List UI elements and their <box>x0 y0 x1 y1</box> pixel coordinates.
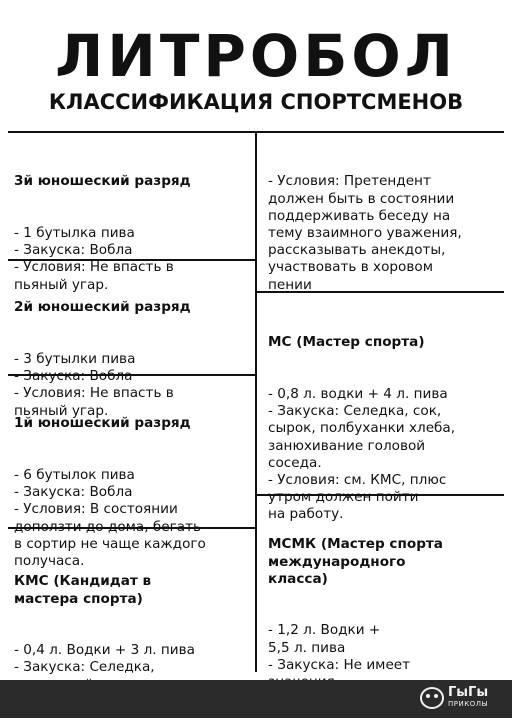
rank-heading: 3й юношеский разряд <box>14 173 191 190</box>
column-divider <box>255 131 257 672</box>
logo-subtitle: ПРИКОЛЫ <box>448 700 489 708</box>
rank-heading: 1й юношеский разряд <box>14 415 191 432</box>
page-subtitle: КЛАССИФИКАЦИЯ СПОРТСМЕНОВ <box>48 90 464 114</box>
rank-details: - 1,2 л. Водки + 5,5 л. пива - Закуска: Не имеет <box>268 622 411 673</box>
rank-details: - 0,4 л. Водки + 3 л. пива - Закуска: Селедка, <box>14 642 195 676</box>
rank-details: - 3 бутылки пива - Закуска: Вобла - Условия: Не впасть в пьяный угар. <box>14 351 174 419</box>
rank-details: - 1 бутылка пива - Закуска: Вобла - Условия: Не впасть в пьяный угар. <box>14 225 174 293</box>
logo-name: ГыГы <box>448 685 489 700</box>
site-logo <box>420 686 504 712</box>
rank-heading: МС (Мастер спорта) <box>268 334 425 351</box>
rank-details: - 6 бутылок пива - Закуска: Вобла - Условия: В состоянии доползти до дома, бегать в сортир не чаще каждого получаса. <box>14 467 206 570</box>
rank-details: - Условия: Претендент должен быть в состоянии поддерживать беседу на тему взаимного уважения, рассказывать анекдоты, участвовать в хоровом пении <box>268 173 462 293</box>
rank-heading: КМС (Кандидат в мастера спорта) <box>14 573 152 607</box>
page-title: ЛИТРОБОЛ <box>55 22 457 90</box>
smiley-icon <box>420 687 444 709</box>
rank-heading: МСМК (Мастер спорта международного класса) <box>268 536 443 587</box>
rank-details: - 0,8 л. водки + 4 л. пива - Закуска: Селедка, сок, сырок, полбуханки хлеба, занюхивание головой соседа. - Условия: см. КМС, плюс утром должен пойти на работу. <box>268 386 456 523</box>
kms-conditions-continued <box>268 139 462 311</box>
rank-heading: 2й юношеский разряд <box>14 299 191 316</box>
footer-bar <box>0 680 512 718</box>
